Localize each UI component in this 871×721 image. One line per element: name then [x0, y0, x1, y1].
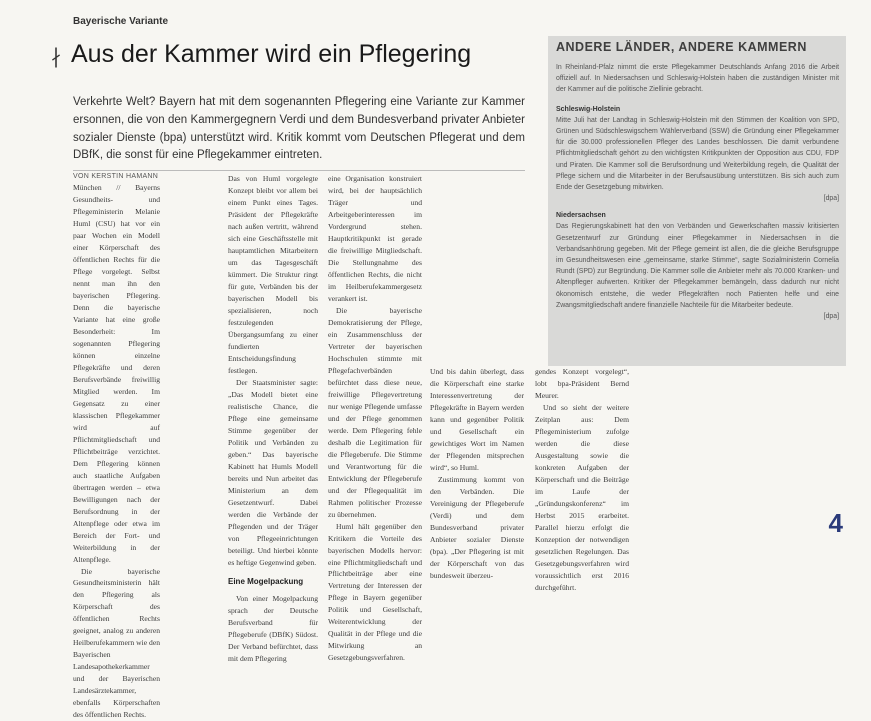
article-headline: Aus der Kammer wird ein Pflegering [71, 40, 471, 69]
article-paragraph: eine Organisation konstruiert wird, bei der hauptsächlich Träger und Arbeitgeberinteressen im Vordergrund stehen. Hauptkritikpunkt ist gerade die freiwillige Mitgliedschaft. Die Stellungnahme des öffentlichen Rechts, die nicht im Heilberufekammergesetz verankert ist. [328, 173, 422, 305]
article-paragraph: Die bayerische Gesundheitsministerin hält den Pflegering als Körperschaft des öffentlichen Rechts geeignet, analog zu anderen Heilberufekammern wie den Bayerischen Landesapothekerkammer und der Bayerischen Landesärztekammer, ebenfalls Körperschaften des öffentlichen Rechts. [73, 566, 160, 721]
article-column-3 [328, 173, 422, 664]
sidebar-subheading: Schleswig-Holstein [556, 104, 839, 115]
divider [73, 170, 525, 171]
article-column-4 [430, 366, 524, 582]
margin-mark-icon: ∤ [51, 44, 61, 69]
article-subheading: Eine Mogelpackung [228, 576, 318, 589]
article-paragraph: Das von Huml vorgelegte Konzept bleibt vor allem bei einem Punkt eines Tages. Präsident der Pflegekräfte nach außen vertritt, während sich eine Geschäftsstelle mit hauptamtlichen Mitarbeitern um das Tagesgeschäft kümmert. Die Struktur ringt für gute, Verbänden bis der bayerischen Modell bis spezialisieren, noch festzulegenden Übergangsumfang zu einer fundierten Entscheidungsfindung festlegen. [228, 173, 318, 377]
sidebar-content [556, 62, 839, 322]
article-paragraph: München // Bayerns Gesundheits- und Pflegeministerin Melanie Huml (CSU) hat vor ein paar Wochen ein Modell einer Körperschaft des öffentlichen Rechts für die Pflege vorgelegt. Selbst nennt man ihn den bayerischen Pflegering. Denn die bayerische Variante hat eine große Besonderheit: Im sogenannten Pflegering können einzelne Pflegekräfte und deren Berufsverbände freiwillig Mitglied werden. Im Gegensatz zu einer klassischen Pflegekammer wird auf Pflichtmitgliedschaft und Pflichtbeiträge verzichtet. Dem Pflegering können auch staatliche Aufgaben übertragen werden – etwa Bewilligungen nach der Berufsordnung in der Altenpflege oder etwa im Bereich der Fort- und Weiterbildung in der Altenpflege. [73, 182, 160, 566]
article-lead: Verkehrte Welt? Bayern hat mit dem sogenannten Pflegering eine Variante zur Kammer ersonnen, die von den Kammergegnern Verdi und dem Bundesverband privater Anbieter sozialer Dienste (bpa) unterstützt wird. Kritik kommt vom Deutschen Pflegerat und dem DBfK, die sonst für eine Pflegekammer eintreten. [73, 94, 525, 165]
sidebar-paragraph: Mitte Juli hat der Landtag in Schleswig-Holstein mit den Stimmen der Koalition von SPD, Grünen und Südschleswigschem Wählerverband (SSW) die Gründung einer Pflegekammer für die 30.000 professionellen Pfleger des Landes beschlossen. Die damit verbundene Pflichtmitgliedschaft gehört zu den wichtigsten Kritikpunkten der Opposition aus CDU, FDP und Piraten. Die Kammer soll die Berufsordnung und Weiterbildung regeln, die Qualität der Pflege sichern und die Mitarbeiter in der Berufsausübung unterstützen. Bis sich auch zum Ende der Gesetzgebung mitwirken. [556, 115, 839, 193]
article-paragraph: Und bis dahin überlegt, dass die Körperschaft eine starke Interessenvertretung der Pflegekräfte in Bayern werden kann und gegenüber Politik und Gesellschaft ein gewichtiges Wort im Namen der Pflegenden mitsprechen wird“, so Huml. [430, 366, 524, 474]
article-column-5 [535, 366, 629, 594]
article-paragraph: gendes Konzept vorgelegt“, lobt bpa-Präsident Bernd Meurer. [535, 366, 629, 402]
article-paragraph: Zustimmung kommt von den Verbänden. Die Vereinigung der Pflegeberufe (Verdi) und dem Bundesverband privater Anbieter sozialer Dienste (bpa). „Der Pflegering ist mit der Körperschaft von das bundesweit überzeu- [430, 474, 524, 582]
article-paragraph: Der Staatsminister sagte: „Das Modell bietet eine realistische Chance, die Pflege eine gemeinsame Stimme gegenüber der Politik und Verbänden zu geben.“ Das bayerische Kabinett hat Humls Modell bereits und Nun arbeitet das Ministerium an dem Gesetzentwurf. Dabei werden die Verbände der Pflegenden und der Träger von Pflegeeinrichtungen beteiligt. Und hierbei könnte es heftige Gegenwind geben. [228, 377, 318, 569]
article-paragraph: Die bayerische Demokratisierung der Pflege, ein Zusammenschluss der Vertreter der bayerischen Hochschulen stimmte mit Pflegefachverbänden befürchtet dass diese neue, freiwillige Pflegevertretung nur wenige Pflegende umfasse und der Pflege genommen werde. Dem Pflegering fehle deshalb die Legitimation für die Pflegeberufe. Die Stimme und Verantwortung für die Entwicklung der Pflegeberufe und der Pflegequalität im Rahmen politischer Prozesse zu übernehmen. [328, 305, 422, 521]
sidebar-source: [dpa] [556, 193, 839, 204]
article-paragraph: Huml hält gegenüber den Kritikern die Vorteile des bayerischen Modells hervor: eine Pflichtmitgliedschaft und Pflichtbeiträge aber eine Vertretung der Interessen der Pflege in Bayern gegenüber Politik und Gesellschaft, Weiterentwicklung der Qualität in der Pflege und die Mitwirkung an Gesetzgebungsverfahren. [328, 521, 422, 665]
sidebar-paragraph: Das Regierungskabinett hat den von Verbänden und Gewerkschaften massiv kritisierten Gesetzentwurf zur Gründung einer Pflegekammer in Niedersachsen in die Verbandsanhörung gegeben. Mit der Pflege gemeint ist allen, die die gleiche Berufsgruppe im Gesundheitswesen eine „gemeinsame, starke Stimme“, sagte Sozialministerin Cornelia Rundt (SPD) zur Begründung. Die Kammer solle die Anbieter mehr als 70.000 Kranken- und Altenpfleger aufwerten. Kritiker der Pflegekammer bemängeln, dass dadurch nur nicht ökonomisch entstehe, die weder Pflegekräften noch Patienten helfe und eine Zwangsmitgliedschaft andere finanzielle Nachteile für die Mitarbeiter bedeute. [556, 221, 839, 311]
sidebar-subheading: Niedersachsen [556, 210, 839, 221]
article-paragraph: Und so sieht der weitere Zeitplan aus: Dem Pflegeministerium zufolge werden die diese Ausgestaltung sowie die konkreten Aufgaben der Körperschaft und die Beiträge im Laufe der „Gründungskonferenz“ im Herbst 2015 erarbeitet. Parallel hierzu erfolgt die Konzeption der notwendigen gesetzlichen Regelungen. Das Gesetzgebungsverfahren wird voraussichtlich erst 2016 durchgeführt. [535, 402, 629, 594]
sidebar-title: ANDERE LÄNDER, ANDERE KAMMERN [556, 40, 807, 54]
article-column-1 [73, 182, 160, 721]
sidebar-source: [dpa] [556, 311, 839, 322]
article-paragraph: Von einer Mogelpackung sprach der Deutsche Berufsverband für Pflegeberufe (DBfK) Südost. Der Verband befürchtet, dass mit dem Pflegering [228, 593, 318, 665]
article-kicker: Bayerische Variante [73, 16, 168, 27]
article-author: VON KERSTIN HAMANN [73, 173, 158, 180]
article-column-2 [228, 173, 318, 665]
sidebar-intro: In Rheinland-Pfalz nimmt die erste Pflegekammer Deutschlands Anfang 2016 die Arbeit offiziell auf. In Niedersachsen und Schleswig-Holstein haben die zuständigen Minister mit der Kammer auf die politische Ziellinie gebracht. [556, 62, 839, 96]
page-number: 4 [829, 508, 843, 539]
